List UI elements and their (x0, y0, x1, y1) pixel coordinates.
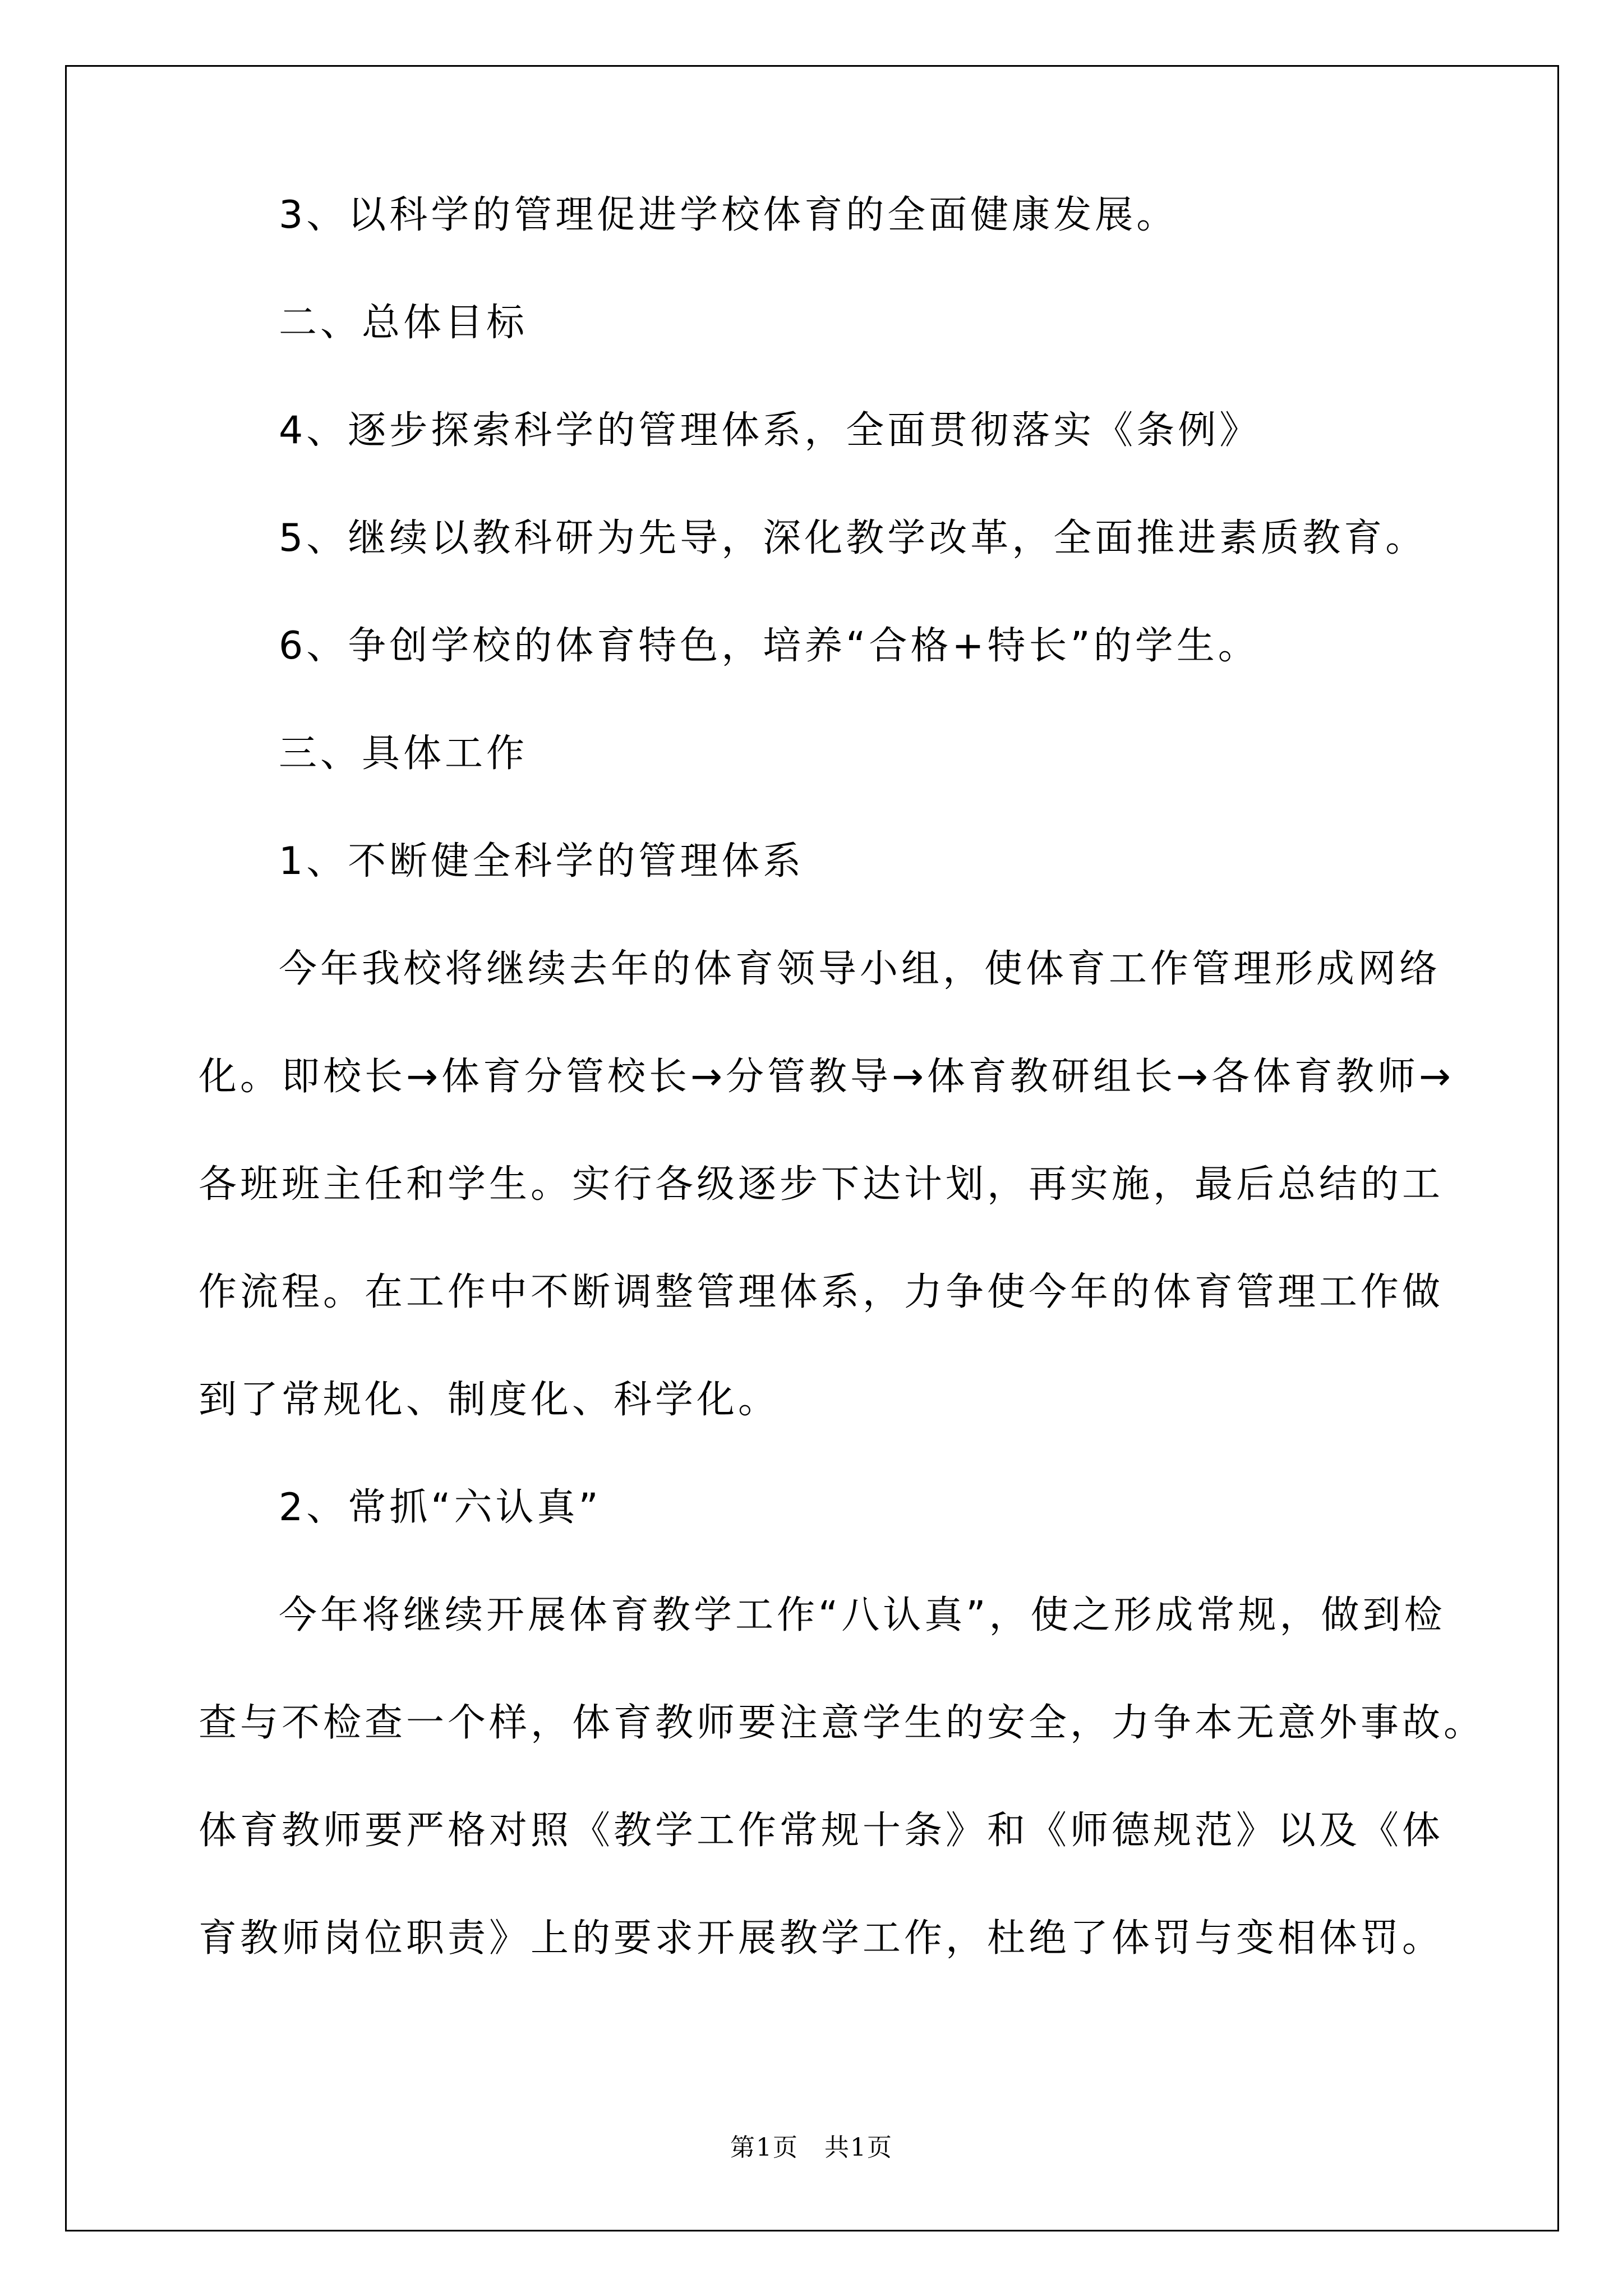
paragraph-line: 到了常规化、制度化、科学化。 (199, 1378, 780, 1422)
paragraph-line: 4、逐步探索科学的管理体系，全面贯彻落实《条例》 (279, 408, 1261, 453)
paragraph-line: 作流程。在工作中不断调整管理体系，力争使今年的体育管理工作做 (199, 1270, 1444, 1314)
paragraph-line: 今年我校将继续去年的体育领导小组，使体育工作管理形成网络 (279, 947, 1441, 991)
subsection-heading: 1、不断健全科学的管理体系 (279, 839, 805, 884)
paragraph-line: 今年将继续开展体育教学工作“八认真”，使之形成常规，做到检 (279, 1593, 1446, 1637)
document-body (199, 193, 1486, 2027)
paragraph-line: 体育教师要严格对照《教学工作常规十条》和《师德规范》以及《体 (199, 1809, 1444, 1853)
subsection-heading: 2、常抓“六认真” (279, 1485, 602, 1530)
section-heading: 三、具体工作 (279, 731, 528, 776)
paragraph-line: 查与不检查一个样，体育教师要注意学生的安全，力争本无意外事故。 (199, 1701, 1486, 1745)
paragraph-line: 化。即校长→体育分管校长→分管教导→体育教研组长→各体育教师→ (199, 1055, 1454, 1099)
paragraph-line: 5、继续以教科研为先导，深化教学改革，全面推进素质教育。 (279, 516, 1427, 560)
paragraph-line: 3、以科学的管理促进学校体育的全面健康发展。 (279, 193, 1178, 237)
section-heading: 二、总体目标 (279, 301, 528, 345)
paragraph-line: 6、争创学校的体育特色，培养“合格+特长”的学生。 (279, 624, 1260, 668)
paragraph-line: 各班班主任和学生。实行各级逐步下达计划，再实施，最后总结的工 (199, 1162, 1444, 1207)
page-footer: 第1页 共1页 (730, 2133, 893, 2162)
paragraph-line: 育教师岗位职责》上的要求开展教学工作，杜绝了体罚与变相体罚。 (199, 1916, 1444, 1961)
